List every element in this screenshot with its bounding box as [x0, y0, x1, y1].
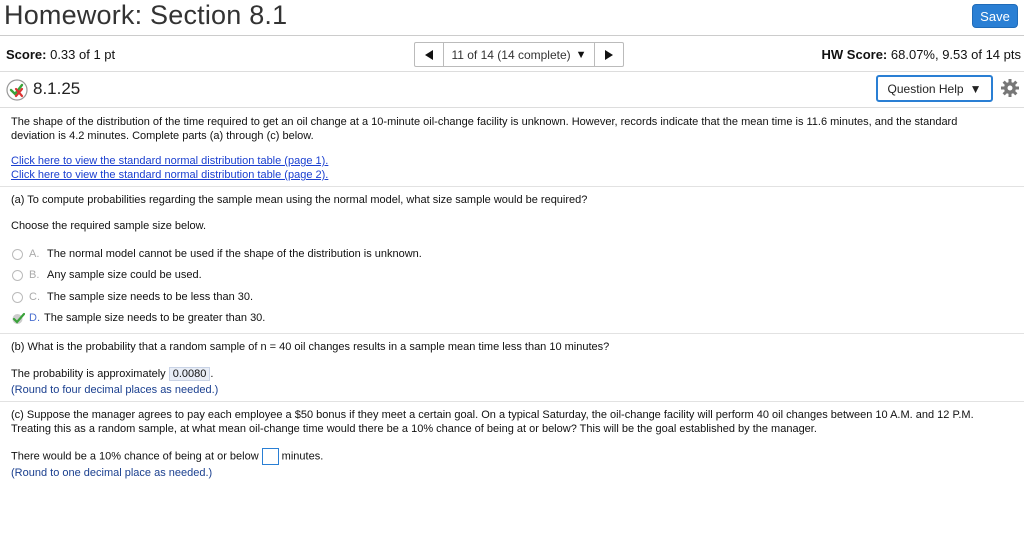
prompt-line: The shape of the distribution of the time required to get an oil change at a 10-minute oil-change facility is unknown. However, records indicate that the mean time is 11.6 minutes, and the standard — [11, 116, 958, 128]
part-c-line: (c) Suppose the manager agrees to pay each employee a $50 bonus if they meet a certain goal. On a typical Saturday, the oil-change facility will perform 40 oil changes between 10 A.M. and 12 P.M. — [11, 409, 974, 421]
caret-down-icon: ▼ — [969, 81, 982, 96]
divider — [0, 71, 1024, 72]
part-c-question — [11, 408, 974, 436]
save-button[interactable]: Save — [972, 4, 1018, 28]
question-select[interactable] — [443, 43, 595, 66]
next-question-button[interactable] — [595, 43, 623, 66]
question-select-label: 11 of 14 (14 complete) — [451, 47, 571, 62]
partially-correct-icon — [6, 79, 28, 101]
radio-button[interactable] — [12, 270, 23, 281]
triangle-left-icon — [425, 50, 433, 60]
gear-icon[interactable] — [1000, 78, 1020, 98]
option-a[interactable] — [12, 246, 422, 262]
divider — [0, 186, 1024, 187]
option-text: The normal model cannot be used if the shape of the distribution is unknown. — [47, 248, 422, 260]
hw-score-label: HW Score: — [821, 47, 888, 62]
part-c-hint: (Round to one decimal place as needed.) — [11, 467, 213, 479]
option-letter: A. — [29, 248, 40, 260]
part-b-hint: (Round to four decimal places as needed.) — [11, 384, 219, 396]
question-help-label: Question Help — [887, 81, 964, 96]
normal-table-page1-link[interactable]: Click here to view the standard normal distribution table (page 1). — [11, 155, 329, 167]
question-navigator — [414, 42, 624, 67]
answer-suffix: minutes. — [281, 450, 324, 463]
radio-button[interactable] — [12, 249, 23, 260]
divider — [0, 35, 1024, 36]
part-c-answer-line — [11, 448, 323, 465]
option-letter: D. — [29, 312, 40, 324]
page-title: Homework: Section 8.1 — [4, 0, 288, 30]
question-number: 8.1.25 — [33, 79, 81, 98]
answer-input[interactable] — [262, 448, 279, 465]
answer-suffix: . — [210, 368, 214, 380]
previous-question-button[interactable] — [415, 43, 443, 66]
hw-score-value: 68.07%, 9.53 of 14 pts — [890, 47, 1021, 62]
score — [6, 47, 115, 62]
part-a-question: (a) To compute probabilities regarding the sample mean using the normal model, what size sample would be required? — [11, 194, 588, 206]
answer-prefix: The probability is approximately — [11, 368, 166, 380]
question-help-button[interactable] — [876, 75, 993, 102]
option-d[interactable] — [12, 310, 265, 326]
score-label: Score: — [6, 47, 47, 62]
divider — [0, 107, 1024, 108]
divider — [0, 401, 1024, 402]
option-text: Any sample size could be used. — [47, 269, 202, 281]
option-letter: B. — [29, 269, 40, 281]
divider — [0, 333, 1024, 334]
option-b[interactable] — [12, 267, 202, 283]
triangle-right-icon — [605, 50, 613, 60]
score-value: 0.33 of 1 pt — [50, 47, 116, 62]
table-links — [11, 154, 328, 182]
radio-button[interactable] — [12, 292, 23, 303]
option-letter: C. — [29, 291, 40, 303]
part-b-answer-line — [11, 367, 213, 381]
caret-down-icon: ▼ — [575, 48, 587, 61]
part-a-instruction: Choose the required sample size below. — [11, 220, 207, 232]
prompt-line: deviation is 4.2 minutes. Complete parts (a) through (c) below. — [11, 130, 314, 142]
part-b-question: (b) What is the probability that a random sample of n = 40 oil changes results in a sample mean time less than 10 minutes? — [11, 341, 610, 353]
question-prompt — [11, 115, 957, 143]
option-c[interactable] — [12, 289, 253, 305]
option-text: The sample size needs to be less than 30. — [47, 291, 254, 303]
part-c-line: Treating this as a random sample, at what mean oil-change time would there be a 10% chance of being at or below? This will be the goal established by the manager. — [11, 423, 817, 435]
answer-value: 0.0080 — [169, 367, 211, 381]
option-text: The sample size needs to be greater than 30. — [44, 312, 266, 324]
hw-score — [822, 47, 1021, 62]
correct-check-icon — [12, 312, 25, 325]
normal-table-page2-link[interactable]: Click here to view the standard normal distribution table (page 2). — [11, 169, 329, 181]
answer-prefix: There would be a 10% chance of being at or below — [11, 450, 259, 463]
